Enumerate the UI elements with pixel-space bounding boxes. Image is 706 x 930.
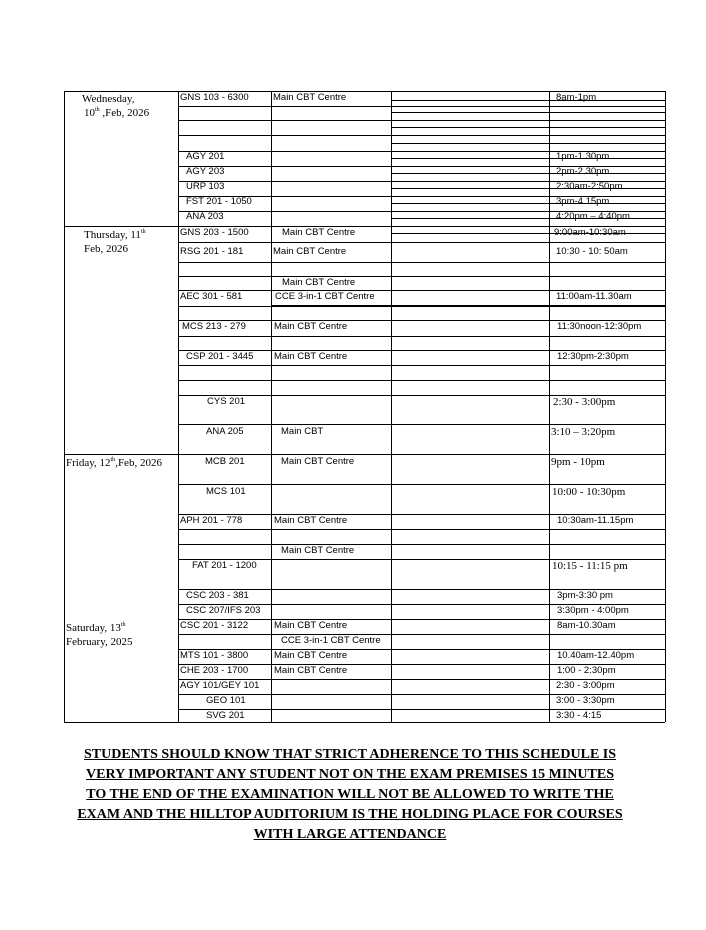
- notice-line: TO THE END OF THE EXAMINATION WILL NOT BE ALLOWED TO WRITE THE: [86, 787, 614, 802]
- time-cell: 12:30pm-2:30pm: [557, 351, 629, 362]
- venue-cell: Main CBT Centre: [281, 456, 355, 467]
- venue-cell: Main CBT Centre: [274, 515, 348, 526]
- column-divider: [178, 91, 179, 722]
- venue-cell: Main CBT Centre: [282, 277, 356, 288]
- time-cell: 10:30 - 10: 50am: [556, 246, 628, 257]
- time-cell: 3:00 - 3:30pm: [556, 695, 615, 706]
- course-cell: GEO 101: [206, 695, 246, 706]
- row-divider: [178, 135, 665, 136]
- day-label-wednesday: Wednesday, 10th ,Feb, 2026: [82, 93, 150, 119]
- time-cell: 8am-10.30am: [557, 620, 616, 631]
- course-cell: CHE 203 - 1700: [180, 665, 249, 676]
- time-cell: 9pm - 10pm: [551, 456, 605, 468]
- venue-cell: Main CBT Centre: [281, 545, 355, 556]
- venue-cell: Main CBT Centre: [273, 92, 347, 103]
- column-divider: [271, 91, 272, 722]
- course-cell: AGY 201: [186, 151, 225, 162]
- time-cell: 10:15 - 11:15 pm: [552, 560, 628, 572]
- course-cell: AGY 203: [186, 166, 225, 177]
- time-cell: 11:30noon-12:30pm: [557, 321, 642, 332]
- course-cell: SVG 201: [206, 710, 245, 721]
- course-cell: GNS 103 - 6300: [180, 92, 249, 103]
- notice-line: VERY IMPORTANT ANY STUDENT NOT ON THE EXAM PREMISES 15 MINUTES: [86, 767, 614, 782]
- course-cell: APH 201 - 778: [180, 515, 243, 526]
- day-label-saturday: Saturday, 13th February, 2025: [66, 622, 133, 648]
- course-cell: FST 201 - 1050: [186, 196, 252, 207]
- row-divider: [178, 336, 665, 337]
- table-right-border: [665, 91, 666, 722]
- row-divider: [178, 544, 665, 545]
- time-cell: 1pm-1.30pm: [556, 151, 610, 162]
- course-cell: URP 103: [186, 181, 225, 192]
- row-divider: [178, 276, 665, 277]
- time-cell: 2:30 - 3:00pm: [556, 680, 615, 691]
- time-cell: 3pm-4.15pm: [556, 196, 610, 207]
- time-cell: 9:00am-10:30am: [554, 227, 626, 238]
- time-cell: 10:00 - 10:30pm: [552, 486, 626, 498]
- row-divider: [391, 100, 665, 101]
- row-divider: [271, 305, 665, 306]
- venue-cell: Main CBT Centre: [273, 246, 347, 257]
- row-divider: [391, 143, 665, 144]
- course-cell: RSG 201 - 181: [180, 246, 244, 257]
- course-cell: CSP 201 - 3445: [186, 351, 254, 362]
- notice-line: WITH LARGE ATTENDANCE: [253, 827, 447, 842]
- row-divider: [178, 242, 665, 243]
- row-divider: [391, 188, 665, 189]
- venue-cell: CCE 3-in-1 CBT Centre: [275, 291, 375, 302]
- course-cell: CYS 201: [207, 396, 246, 407]
- table-bottom-border: [64, 722, 665, 723]
- row-divider: [178, 634, 665, 635]
- row-divider: [178, 380, 665, 381]
- course-cell: MCS 213 - 279: [182, 321, 246, 332]
- course-cell: MTS 101 - 3800: [180, 650, 249, 661]
- row-divider: [391, 173, 665, 174]
- row-divider: [391, 112, 665, 113]
- row-divider: [178, 106, 665, 107]
- row-divider: [178, 484, 665, 485]
- row-divider: [178, 529, 665, 530]
- row-divider: [178, 262, 665, 263]
- time-cell: 3:30pm - 4:00pm: [557, 605, 629, 616]
- venue-cell: Main CBT Centre: [274, 351, 348, 362]
- course-cell: GNS 203 - 1500: [180, 227, 249, 238]
- row-divider: [391, 158, 665, 159]
- row-divider: [178, 306, 665, 307]
- course-cell: FAT 201 - 1200: [192, 560, 257, 571]
- time-cell: 11:00am-11.30am: [556, 291, 632, 302]
- day-label-thursday: Thursday, 11th Feb, 2026: [84, 229, 146, 255]
- course-cell: CSC 201 - 3122: [180, 620, 249, 631]
- venue-cell: Main CBT Centre: [282, 227, 356, 238]
- time-cell: 3:30 - 4:15: [556, 710, 602, 721]
- time-cell: 10:30am-11.15pm: [557, 515, 634, 526]
- time-cell: 2pm-2.30pm: [556, 166, 610, 177]
- row-divider: [178, 365, 665, 366]
- course-cell: AGY 101/GEY 101: [180, 680, 260, 691]
- time-cell: 2:30 - 3:00pm: [553, 396, 616, 408]
- venue-cell: CCE 3-in-1 CBT Centre: [281, 635, 381, 646]
- course-cell: CSC 203 - 381: [186, 590, 249, 601]
- course-cell: MCB 201: [205, 456, 245, 467]
- row-divider: [391, 127, 665, 128]
- table-left-border: [64, 91, 65, 722]
- time-cell: 1:00 - 2:30pm: [557, 665, 616, 676]
- row-divider: [391, 203, 665, 204]
- venue-cell: Main CBT Centre: [274, 620, 348, 631]
- exam-notice: [60, 745, 640, 845]
- course-cell: CSC 207/IFS 203: [186, 605, 261, 616]
- column-divider: [549, 91, 550, 722]
- time-cell: 2:30am-2:50pm: [556, 181, 623, 192]
- column-divider: [391, 91, 392, 722]
- time-cell: 3pm-3:30 pm: [557, 590, 613, 601]
- day-label-friday: Friday, 12th,Feb, 2026: [66, 457, 162, 469]
- time-cell: 4:20pm – 4:40pm: [556, 211, 630, 222]
- course-cell: AEC 301 - 581: [180, 291, 243, 302]
- venue-cell: Main CBT Centre: [274, 650, 348, 661]
- notice-line: EXAM AND THE HILLTOP AUDITORIUM IS THE HOLDING PLACE FOR COURSES: [77, 807, 623, 822]
- notice-line: STUDENTS SHOULD KNOW THAT STRICT ADHERENCE TO THIS SCHEDULE IS: [83, 747, 617, 762]
- day-divider: [64, 454, 665, 455]
- course-cell: ANA 205: [206, 426, 244, 437]
- time-cell: 10.40am-12.40pm: [557, 650, 635, 661]
- venue-cell: Main CBT Centre: [274, 321, 348, 332]
- row-divider: [178, 120, 665, 121]
- venue-cell: Main CBT Centre: [274, 665, 348, 676]
- course-cell: ANA 203: [186, 211, 224, 222]
- venue-cell: Main CBT: [281, 426, 324, 437]
- course-cell: MCS 101: [206, 486, 246, 497]
- time-cell: 8am-1pm: [556, 92, 597, 103]
- time-cell: 3:10 – 3:20pm: [551, 426, 616, 438]
- row-divider: [178, 424, 665, 425]
